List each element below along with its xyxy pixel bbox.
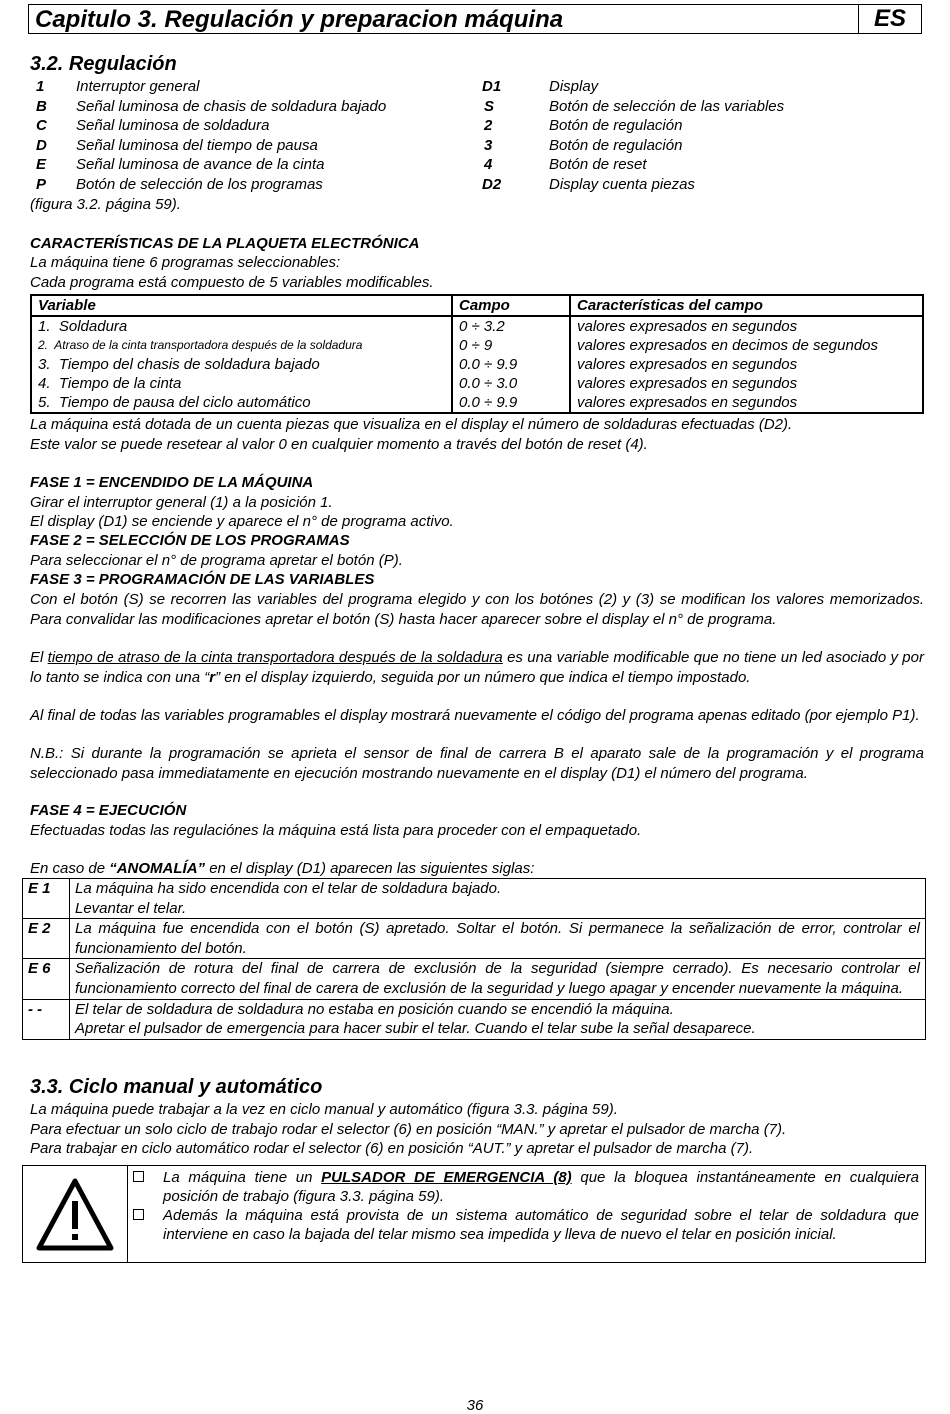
anomalia-intro-c: en el display (D1) aparecen las siguientes siglas: (205, 860, 535, 877)
error-description: La máquina fue encendida con el botón (S) apretado. Soltar el botón. Si permanece la señalización de error, controlar el funcionamiento del botón. (75, 920, 920, 957)
campo-description: valores expresados en segundos (570, 355, 923, 374)
checkbox-bullet-icon (133, 1209, 144, 1220)
legend-code: 2 (484, 117, 493, 134)
campo-description: valores expresados en segundos (570, 393, 923, 413)
variable-name: Tiempo de pausa del ciclo automático (58, 394, 311, 411)
campo-value: 0.0 ÷ 9.9 (452, 355, 570, 374)
fase3-p2-r: r (209, 668, 216, 686)
table-row (31, 316, 923, 336)
chapter-title: Capitulo 3. Regulación y preparacion máquina (35, 6, 564, 33)
warning-1-text-a: La máquina tiene un (163, 1169, 322, 1186)
fase3-p2-text-a: El (30, 649, 48, 666)
fase4-title: FASE 4 = EJECUCIÓN (30, 802, 187, 819)
fase2-line-1: Para seleccionar el n° de programa apretar el botón (P). (30, 552, 403, 569)
legend-code: S (484, 98, 495, 115)
variable-name: Soldadura (58, 318, 128, 335)
language-code: ES (858, 5, 921, 33)
legend-text: Interruptor general (76, 78, 200, 95)
fase2-title: FASE 2 = SELECCIÓN DE LOS PROGRAMAS (30, 532, 350, 549)
fase1-title: FASE 1 = ENCENDIDO DE LA MÁQUINA (30, 474, 314, 491)
legend-code: D1 (482, 78, 502, 95)
plaqueta-line-2: Cada programa está compuesto de 5 variables modificables. (30, 274, 434, 291)
legend-text: Botón de regulación (549, 137, 683, 154)
emergency-button-label: PULSADOR DE EMERGENCIA (8) (321, 1169, 572, 1186)
anomalia-intro-a: En caso de (30, 860, 110, 877)
checkbox-bullet-icon (133, 1171, 144, 1182)
variable-name: Tiempo del chasis de soldadura bajado (58, 356, 320, 373)
legend-text: Señal luminosa de avance de la cinta (76, 156, 325, 173)
campo-description: valores expresados en segundos (570, 316, 923, 336)
table-row (31, 374, 923, 393)
error-action: Levantar el telar. (75, 899, 187, 917)
error-code: E 6 (23, 959, 70, 999)
legend-text: Señal luminosa de soldadura (76, 117, 270, 134)
fase3-paragraph-3: Al final de todas las variables programables el display mostrará nuevamente el código del programa apenas editado (por ejemplo P1). (30, 707, 920, 724)
warning-1-text-c: que la bloquea instantáneamente en cualquiera posición de trabajo (figura 3.3. página 59). (163, 1169, 920, 1205)
legend-code: 3 (484, 137, 493, 154)
fase3-paragraph-2 (30, 648, 924, 687)
fase3-paragraph-1: Con el botón (S) se recorren las variables del programa elegido y con los botónes (2) y (3) se modifican los valores memorizados. Para convalidar las modificaciones apretar el botón (S) hasta hacer aparecer sobre el display el n° de programa. (30, 591, 924, 628)
counter-note-1: La máquina está dotada de un cuenta piezas que visualiza en el display el número de soldaduras efectuadas (D2). (30, 416, 793, 433)
warning-box (22, 1165, 926, 1263)
legend-code: C (36, 117, 47, 134)
table-row (31, 336, 923, 355)
fase3-p2-underlined: tiempo de atraso de la cinta transportadora después de la soldadura (47, 649, 503, 666)
legend-code: D2 (482, 176, 502, 193)
table-row (23, 879, 926, 919)
error-description: El telar de soldadura de soldadura no estaba en posición cuando se encendió la máquina. (75, 1000, 674, 1018)
figure-reference: (figura 3.2. página 59). (30, 196, 181, 213)
ciclo-line-3: Para trabajar en ciclo automático rodar el selector (6) en posición “AUT.” y apretar el pulsador de marcha (7). (30, 1140, 754, 1157)
plaqueta-line-1: La máquina tiene 6 programas seleccionables: (30, 254, 341, 271)
legend-text: Display (549, 78, 599, 95)
campo-description: valores expresados en decimos de segundos (570, 336, 923, 355)
table-row (23, 959, 926, 999)
anomalia-intro (30, 859, 924, 879)
legend-code: D (36, 137, 47, 154)
ciclo-line-2: Para efectuar un solo ciclo de trabajo rodar el selector (6) en posición “MAN.” y apretar el pulsador de marcha (7). (30, 1121, 787, 1138)
fase3-p2-text-c: ” en el display izquierdo, seguida por un número que indica el tiempo impostado. (215, 668, 751, 686)
fase4-line-1: Efectuadas todas las regulaciónes la máquina está lista para proceder con el empaquetado. (30, 822, 642, 839)
variables-table (30, 294, 924, 414)
legend-text: Señal luminosa de chasis de soldadura bajado (76, 98, 387, 115)
legend-text: Botón de reset (549, 156, 647, 173)
row-number: 4. (38, 375, 51, 392)
plaqueta-title: CARACTERÍSTICAS DE LA PLAQUETA ELECTRÓNICA (30, 235, 420, 252)
fase1-line-2: El display (D1) se enciende y aparece el n° de programa activo. (30, 513, 454, 530)
campo-value: 0 ÷ 9 (452, 336, 570, 355)
variable-name: Atraso de la cinta transportadora después de la soldadura (54, 338, 363, 352)
legend-code: E (36, 156, 47, 173)
page-number: 36 (466, 1397, 484, 1414)
error-code: E 2 (23, 919, 70, 959)
warning-item (129, 1168, 919, 1206)
fase1-line-1: Girar el interruptor general (1) a la posición 1. (30, 494, 333, 511)
campo-value: 0 ÷ 3.2 (452, 316, 570, 336)
campo-description: valores expresados en segundos (570, 374, 923, 393)
campo-value: 0.0 ÷ 3.0 (452, 374, 570, 393)
error-codes-table (22, 878, 926, 1040)
counter-note-2: Este valor se puede resetear al valor 0 en cualquier momento a través del botón de reset (4). (30, 436, 648, 453)
legend-text: Botón de selección de las variables (549, 98, 785, 115)
warning-item (129, 1206, 919, 1244)
anomalia-intro-b: “ANOMALÍA” (109, 860, 206, 877)
table-row (31, 355, 923, 374)
legend-text: Botón de selección de los programas (76, 176, 323, 193)
variable-name: Tiempo de la cinta (58, 375, 182, 392)
table-header-caracteristicas: Características del campo (570, 295, 923, 316)
warning-triangle-icon (23, 1166, 128, 1262)
legend-code: B (36, 98, 47, 115)
table-header-variable: Variable (31, 295, 452, 316)
error-code: E 1 (23, 879, 70, 919)
error-description: Señalización de rotura del final de carrera de exclusión de la seguridad (siempre cerrado). Es necesario controlar el funcionamiento correcto del final de carera de exclusión de la seguridad y luego apagar y encender nuevamente la máquina. (75, 960, 920, 997)
legend-text: Display cuenta piezas (549, 176, 695, 193)
legend-code: 1 (36, 78, 45, 95)
table-row (23, 999, 926, 1039)
row-number: 1. (38, 318, 51, 335)
row-number: 5. (38, 394, 51, 411)
error-action: Apretar el pulsador de emergencia para hacer subir el telar. Cuando el telar sube la señal desaparece. (75, 1020, 756, 1038)
legend-code: 4 (484, 156, 493, 173)
fase3-title: FASE 3 = PROGRAMACIÓN DE LAS VARIABLES (30, 571, 375, 588)
error-description: La máquina ha sido encendida con el telar de soldadura bajado. (75, 880, 502, 897)
table-row (31, 393, 923, 413)
fase3-p2-text-b: es una variable modificable que no tiene un led asociado y por lo tanto se indica con una “ (30, 649, 924, 686)
warning-2-text: Además la máquina está provista de un sistema automático de seguridad sobre el telar de soldadura que interviene en caso la bajada del telar mismo sea impedida y lleva de nuevo el telar en posición inicial. (163, 1207, 919, 1243)
row-number: 3. (38, 356, 51, 373)
page-header (28, 4, 922, 34)
table-header-campo: Campo (452, 295, 570, 316)
error-code: - - (23, 999, 70, 1039)
legend-text: Señal luminosa del tiempo de pausa (76, 137, 318, 154)
fase3-paragraph-4: N.B.: Si durante la programación se aprieta el sensor de final de carrera B el aparato sale de la programación y el programa seleccionado pasa immediatamente en ejecución mostrando nuevamente en el display (D1) el número del programa. (30, 745, 924, 782)
legend-text: Botón de regulación (549, 117, 683, 134)
legend-code: P (36, 176, 47, 193)
campo-value: 0.0 ÷ 9.9 (452, 393, 570, 413)
warning-list (129, 1166, 919, 1244)
section-title-3-2: 3.2. Regulación (30, 53, 177, 75)
ciclo-line-1: La máquina puede trabajar a la vez en ciclo manual y automático (figura 3.3. página 59). (30, 1101, 618, 1118)
row-number: 2. (38, 338, 49, 352)
section-title-3-3: 3.3. Ciclo manual y automático (30, 1076, 323, 1098)
table-row (23, 919, 926, 959)
